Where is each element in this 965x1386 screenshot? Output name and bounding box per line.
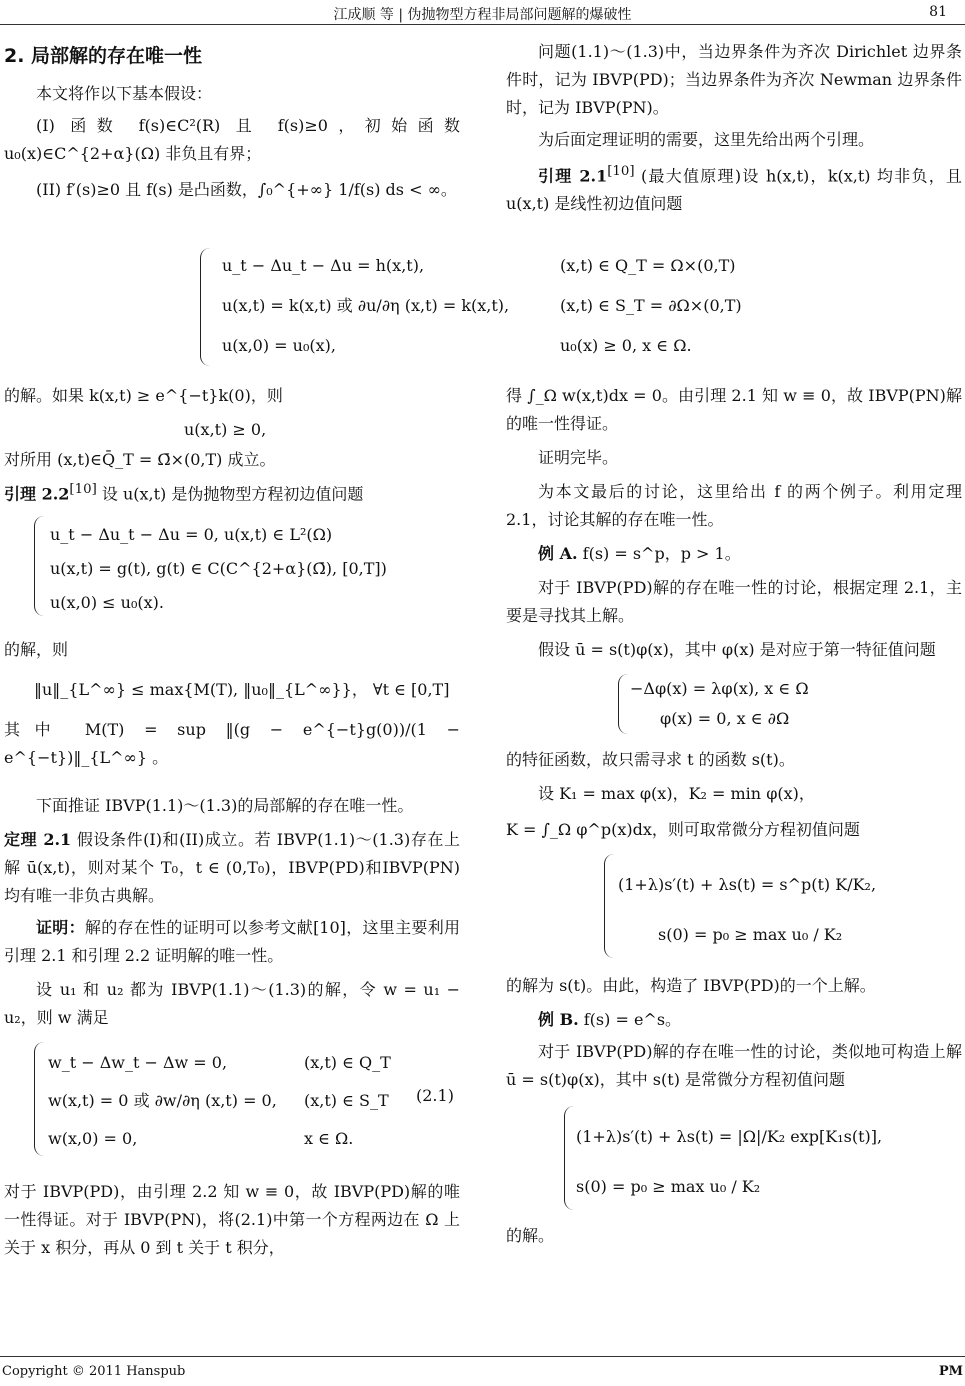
ode-a-brace: [604, 854, 615, 958]
page-number: 81: [929, 4, 947, 20]
ode-b-eq-1: (1+λ)s′(t) + λs(t) = |Ω|/K₂ exp[K₁s(t)],: [576, 1127, 883, 1146]
nonneg-domain: 对所用 (x,t)∈Q̄_T = Ω̄×(0,T) 成立。: [4, 450, 276, 469]
example-b-text: f(s) = e^s。: [578, 1010, 682, 1029]
proof-text: 解的存在性的证明可以参考文献[10]，这里主要利用引理 2.1 和引理 2.2 证明解的唯一性。: [4, 918, 460, 966]
center-eq-1: u_t − Δu_t − Δu = h(x,t),: [222, 256, 425, 275]
uniqueness-proof: 对于 IBVP(PD)，由引理 2.2 知 w ≡ 0，故 IBVP(PD)解的唯一性得证。对于 IBVP(PN)，将(2.1)中第一个方程两边在 Ω 上关于 x 积分，再从 0 到 t 关于 t 积分，: [4, 1182, 460, 1258]
lemma-2-2-text: 设 u(x,t) 是伪抛物型方程初边值问题: [96, 484, 364, 504]
problem-definition: 问题(1.1)～(1.3)中，当边界条件为齐次 Dirichlet 边界条件时，记为 IBVP(PD)；当边界条件为齐次 Newman 边界条件时，记为 IBVP(PN)。: [506, 42, 962, 117]
ode-b-brace: [564, 1106, 575, 1210]
eigen-eq-2: φ(x) = 0, x ∈ ∂Ω: [660, 709, 790, 728]
assumption-1: (I) 函数 f(s)∈C²(R) 且 f(s)≥0，初始函数 u₀(x)∈C^{2+α}(Ω) 非负且有界；: [4, 116, 460, 163]
lemma-2-2-eq-1: u_t − Δu_t − Δu = 0, u(x,t) ∈ L²(Ω): [50, 525, 333, 545]
left-column-bottom: [4, 382, 460, 1262]
ode-b-system: [506, 1104, 962, 1214]
m-definition: 其中 M(T) = sup ‖(g − e^{−t}g(0))/(1 − e^{−t})‖_{L^∞} 。: [4, 720, 460, 768]
w-eq-3: w(x,0) = 0,: [48, 1129, 138, 1149]
ode-b-conclusion: 的解。: [506, 1226, 555, 1245]
ode-a-eq-1: (1+λ)s′(t) + λs(t) = s^p(t) K/K₂,: [618, 875, 877, 894]
center-eq-row-1: [200, 244, 760, 284]
example-a-head: 例 A.: [538, 544, 578, 563]
eigen-eq-1: −Δφ(x) = λφ(x), x ∈ Ω: [630, 679, 809, 698]
assumption-2: (II) f′(s)≥0 且 f(s) 是凸函数，∫₀^{+∞} 1/f(s) ds < ∞。: [36, 180, 457, 199]
center-eq-row-3: [200, 324, 760, 364]
w-eq-1-domain: (x,t) ∈ Q_T: [304, 1053, 391, 1073]
upper-solution-assumption: 假设 ū = s(t)φ(x)，其中 φ(x) 是对应于第一特征值问题: [538, 640, 936, 659]
lemma-2-1-ref: [10]: [607, 164, 635, 179]
eigen-system: [506, 672, 962, 738]
center-eq-2-domain: (x,t) ∈ S_T = ∂Ω×(0,T): [560, 296, 742, 315]
center-eq-row-2: [200, 284, 760, 324]
w-eq-2-domain: (x,t) ∈ S_T: [304, 1091, 389, 1111]
k-integral: K = ∫_Ω φ^p(x)dx，则可取常微分方程初值问题: [506, 820, 860, 839]
header-rule: [0, 24, 965, 25]
center-eq-3: u(x,0) = u₀(x),: [222, 336, 336, 355]
theorem-2-1-text: 假设条件(I)和(II)成立。若 IBVP(1.1)～(1.3)存在上解 ū(x,t)，则对某个 T₀，t ∈ (0,T₀)，IBVP(PD)和IBVP(PN)均有唯一非负古典解。: [4, 830, 460, 906]
running-title: 江成顺 等 | 伪抛物型方程非局部问题解的爆破性: [333, 7, 632, 23]
theorem-2-1-head: 定理 2.1: [4, 830, 72, 850]
ode-a-conclusion: 的解为 s(t)。由此，构造了 IBVP(PD)的一个上解。: [506, 976, 876, 995]
w-eq-2: w(x,t) = 0 或 ∂w/∂η (x,t) = 0,: [48, 1091, 277, 1111]
w-eq-3-domain: x ∈ Ω.: [304, 1129, 354, 1149]
journal-abbrev: PM: [938, 1364, 963, 1379]
example-b: [506, 1006, 962, 1034]
center-eq-1-domain: (x,t) ∈ Q_T = Ω×(0,T): [560, 256, 736, 275]
eigen-brace: [618, 674, 629, 734]
footer-rule: [0, 1356, 965, 1357]
lemma-2-2-eq-2: u(x,t) = g(t), g(t) ∈ C(C^{2+α}(Ω̄), [0,T]): [50, 559, 387, 579]
proof: [4, 914, 460, 970]
right-column-bottom: [506, 382, 962, 1250]
proof-head: 证明：: [36, 918, 85, 938]
example-a-discussion: 对于 IBVP(PD)解的存在唯一性的讨论，根据定理 2.1，主要是寻找其上解。: [506, 578, 962, 625]
examples-intro: 为本文最后的讨论，这里给出 f 的两个例子。利用定理 2.1，讨论其解的存在唯一性。: [506, 482, 962, 529]
copyright-notice: Copyright © 2011 Hanspub: [2, 1364, 186, 1379]
lemma-2-1-head: 引理 2.1: [538, 166, 608, 186]
lemma-2-2-eq-3: u(x,0) ≤ u₀(x).: [50, 593, 164, 613]
nonneg-result: u(x,t) ≥ 0,: [184, 420, 267, 439]
lemma-2-1-text: (最大值原理)设 h(x,t)，k(x,t) 均非负，且 u(x,t) 是线性初边值问题: [506, 166, 962, 214]
eigenfunction-note: 的特征函数，故只需寻求 t 的函数 s(t)。: [506, 750, 795, 769]
lemma-2-2-ref: [10]: [69, 482, 97, 497]
page-header: [0, 0, 965, 24]
section-heading: 2. 局部解的存在唯一性: [4, 45, 203, 67]
left-column-top: [4, 38, 460, 204]
lemma-2-2: [4, 476, 460, 508]
example-a: [506, 540, 962, 568]
w-eq-1: w_t − Δw_t − Δw = 0,: [48, 1053, 228, 1073]
example-b-discussion: 对于 IBVP(PD)解的存在唯一性的讨论，类似地可构造上解 ū = s(t)φ(x)，其中 s(t) 是常微分方程初值问题: [506, 1042, 962, 1089]
lemma-2-2-system: [4, 514, 460, 622]
lemma-2-1: [506, 158, 962, 218]
k-definitions: 设 K₁ = max φ(x)，K₂ = min φ(x)，: [538, 784, 815, 803]
center-equation: [200, 244, 760, 364]
equation-label-2-1: (2.1): [416, 1086, 454, 1106]
lemma-2-2-brace: [34, 516, 45, 616]
right-column-top: [506, 38, 962, 218]
assumptions-intro: 本文将作以下基本假设：: [36, 84, 213, 103]
ode-b-eq-2: s(0) = p₀ ≥ max u₀ / K₂: [576, 1177, 761, 1196]
example-b-head: 例 B.: [538, 1010, 579, 1029]
lemma-intro: 为后面定理证明的需要，这里先给出两个引理。: [538, 130, 875, 149]
ode-a-system: [506, 852, 962, 962]
solution-condition: 的解。如果 k(x,t) ≥ e^{−t}k(0)，则: [4, 386, 283, 405]
w-brace: [34, 1042, 45, 1156]
uniqueness-intro: 下面推证 IBVP(1.1)～(1.3)的局部解的存在唯一性。: [36, 796, 414, 816]
integral-result: 得 ∫_Ω w(x,t)dx = 0。由引理 2.1 知 w ≡ 0，故 IBVP(PN)解的唯一性得证。: [506, 386, 962, 433]
sup-norm-bound: ‖u‖_{L^∞} ≤ max{M(T), ‖u₀‖_{L^∞}}， ∀t ∈ [0,T]: [34, 680, 450, 700]
page-footer: [0, 1356, 965, 1386]
example-a-text: f(s) = s^p，p > 1。: [577, 544, 741, 563]
lemma-2-2-conclusion: 的解，则: [4, 640, 69, 660]
w-definition: 设 u₁ 和 u₂ 都为 IBVP(1.1)～(1.3)的解，令 w = u₁ − u₂，则 w 满足: [4, 980, 460, 1028]
proof-end: 证明完毕。: [538, 448, 619, 467]
center-eq-2: u(x,t) = k(x,t) 或 ∂u/∂η (x,t) = k(x,t),: [222, 296, 510, 315]
w-system: [4, 1040, 460, 1162]
theorem-2-1: [4, 826, 460, 910]
ode-a-eq-2: s(0) = p₀ ≥ max u₀ / K₂: [658, 925, 843, 944]
center-eq-3-domain: u₀(x) ≥ 0, x ∈ Ω.: [560, 336, 692, 355]
lemma-2-2-head: 引理 2.2: [4, 484, 70, 504]
